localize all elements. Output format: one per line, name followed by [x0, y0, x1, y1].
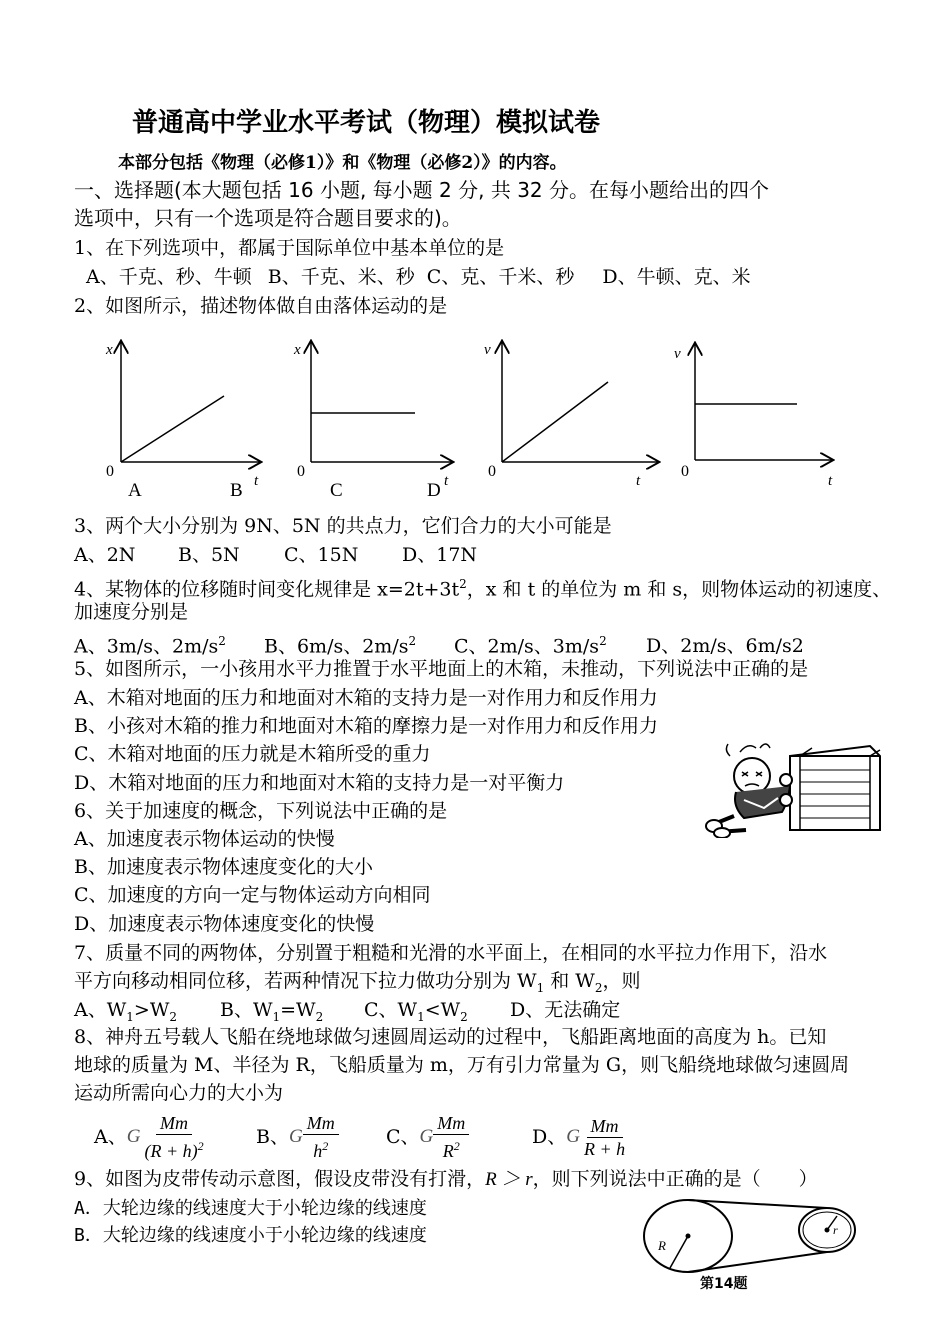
q4-option-b: B、6m/s、$2m/s^2$	[264, 634, 417, 658]
q5-stem: 5、如图所示，一小孩用水平力推置于水平地面上的木箱，未推动，下列说法中正确的是	[74, 658, 809, 680]
figure-caption: 第14题	[700, 1276, 748, 1292]
q1-options	[86, 264, 751, 290]
q4-stem-line2: 加速度分别是	[74, 601, 189, 623]
q8-option-d: D、 G $\frac{Mm}{R + h}$	[532, 1115, 626, 1159]
small-radius-label: r	[833, 1223, 838, 1237]
q8-line2: 地球的质量为 M、半径为 R，飞船质量为 m，万有引力常量为 G，则飞船绕地球做匀速圆周	[74, 1054, 850, 1076]
graph-c-letter: C	[330, 480, 343, 501]
graph-4-xlabel: t	[828, 473, 833, 489]
graph-3	[484, 342, 658, 489]
q6-option-c: C、加速度的方向一定与物体运动方向相同	[74, 884, 431, 906]
graph-4-origin: 0	[681, 463, 689, 480]
q5-option-a: A、木箱对地面的压力和地面对木箱的支持力是一对作用力和反作用力	[74, 687, 658, 709]
section-heading-line2: 选项中，只有一个选项是符合题目要求的)。	[74, 206, 462, 230]
q8-line3: 运动所需向心力的大小为	[74, 1082, 284, 1104]
q7-stem-line2: 平方向移动相同位移，若两种情况下拉力做功分别为 $W_1$ 和 $W_2$，则	[74, 970, 641, 995]
q4-options	[74, 628, 804, 659]
graph-3-line	[502, 382, 608, 462]
graph-4	[674, 344, 833, 489]
q9-stem: 9、如图为皮带传动示意图，假设皮带没有打滑，R ＞ r，则下列说法中正确的是（ ）	[74, 1168, 818, 1190]
q3-option-a: A、2N	[74, 544, 136, 566]
q9-option-b: B．大轮边缘的线速度小于小轮边缘的线速度	[74, 1225, 427, 1246]
q7-option-c: C、$W_1<W_2$	[364, 999, 468, 1024]
graph-a-letter: A	[128, 480, 142, 501]
section-heading-line1: 一、选择题(本大题包括 16 小题, 每小题 2 分, 共 32 分。在每小题给出的四个	[74, 178, 769, 202]
q5-option-b: B、小孩对木箱的推力和地面对木箱的摩擦力是一对作用力和反作用力	[74, 715, 658, 737]
graph-3-ylabel: v	[484, 342, 491, 358]
q6-option-d: D、加速度表示物体速度变化的快慢	[74, 913, 375, 935]
q2-stem: 2、如图所示，描述物体做自由落体运动的是	[74, 295, 448, 317]
q7-option-b: B、$W_1=W_2$	[220, 999, 324, 1024]
q3-options	[74, 542, 477, 568]
q7-option-d: D、无法确定	[510, 999, 621, 1021]
q3-option-c: C、15N	[284, 544, 359, 566]
q2-graphs	[80, 330, 880, 510]
q8-line1: 8、神舟五号载人飞船在绕地球做匀速圆周运动的过程中，飞船距离地面的高度为 h。已知	[74, 1026, 827, 1048]
graph-c-letter2: D	[427, 480, 441, 501]
graph-3-xlabel: t	[636, 473, 641, 489]
child-icon	[706, 744, 792, 838]
q4-stem-part1: 4、某物体的位移随时间变化规律是 x=2t+3t	[74, 578, 460, 601]
q7-option-a: A、$W_1>W_2$	[74, 999, 177, 1024]
graph-c-origin: 0	[297, 463, 305, 480]
scope-note: 本部分包括《物理（必修1）》和《物理（必修2）》的内容。	[118, 153, 567, 173]
q1-stem: 1、在下列选项中，都属于国际单位中基本单位的是	[74, 237, 505, 259]
q8-option-c: C、 G $\frac{Mm}{R^2}$	[386, 1112, 532, 1162]
q8-options	[94, 1112, 629, 1162]
q1-option-a: A、千克、秒、牛顿	[86, 266, 252, 288]
q7-stem-line1: 7、质量不同的两物体，分别置于粗糙和光滑的水平面上，在相同的水平拉力作用下，沿水	[74, 942, 828, 964]
q4-option-a: A、3m/s、$2m/s^2$	[74, 634, 226, 658]
q3-stem: 3、两个大小分别为 9N、5N 的共点力，它们合力的大小可能是	[74, 515, 612, 537]
large-radius-label: R	[658, 1238, 666, 1253]
graph-a-line	[121, 396, 224, 462]
q6-option-a: A、加速度表示物体运动的快慢	[74, 828, 335, 850]
graph-a-letter2: B	[230, 480, 243, 501]
q4-option-d: D、2m/s、6m/s2	[646, 635, 804, 658]
graph-c-ylabel: x	[294, 342, 301, 358]
q3-option-b: B、5N	[178, 544, 240, 566]
q5-option-d: D、木箱对地面的压力和地面对木箱的支持力是一对平衡力	[74, 772, 565, 794]
q9-option-a: A．大轮边缘的线速度大于小轮边缘的线速度	[74, 1198, 427, 1219]
child-pushing-box-illustration	[700, 738, 890, 838]
graph-3-origin: 0	[488, 463, 496, 480]
belt-drive-figure	[640, 1198, 870, 1298]
q4-stem-part2: ，x 和 t 的单位为 m 和 s，则物体运动的初速度、	[466, 578, 892, 601]
q6-option-b: B、加速度表示物体速度变化的大小	[74, 856, 373, 878]
wooden-box-icon	[790, 746, 880, 830]
graph-c-xlabel: t	[444, 473, 449, 489]
q8-option-b: B、 G $\frac{Mm}{h^2}$	[256, 1112, 386, 1162]
q6-stem: 6、关于加速度的概念，下列说法中正确的是	[74, 800, 448, 822]
graph-a-ylabel: x	[106, 342, 113, 358]
graph-c	[293, 342, 452, 501]
graph-4-ylabel: v	[674, 346, 681, 362]
graph-a-origin: 0	[106, 463, 114, 480]
page-title: 普通高中学业水平考试（物理）模拟试卷	[132, 108, 601, 138]
q5-option-c: C、木箱对地面的压力就是木箱所受的重力	[74, 743, 431, 765]
q1-option-b: B、千克、米、秒	[267, 266, 415, 288]
q1-option-c: C、克、千米、秒	[426, 266, 575, 288]
q8-option-a: A、 G $\frac{Mm}{(R + h)^2}$	[94, 1113, 204, 1161]
q4-stem	[74, 571, 891, 602]
q4-option-c: C、2m/s、$3m/s^2$	[454, 634, 607, 658]
q1-option-d: D、牛顿、克、米	[602, 266, 751, 288]
q4-stem-sup: 2	[459, 577, 467, 591]
q3-option-d: D、17N	[402, 544, 478, 566]
graph-a	[105, 342, 260, 501]
graph-a-xlabel: t	[254, 473, 259, 489]
